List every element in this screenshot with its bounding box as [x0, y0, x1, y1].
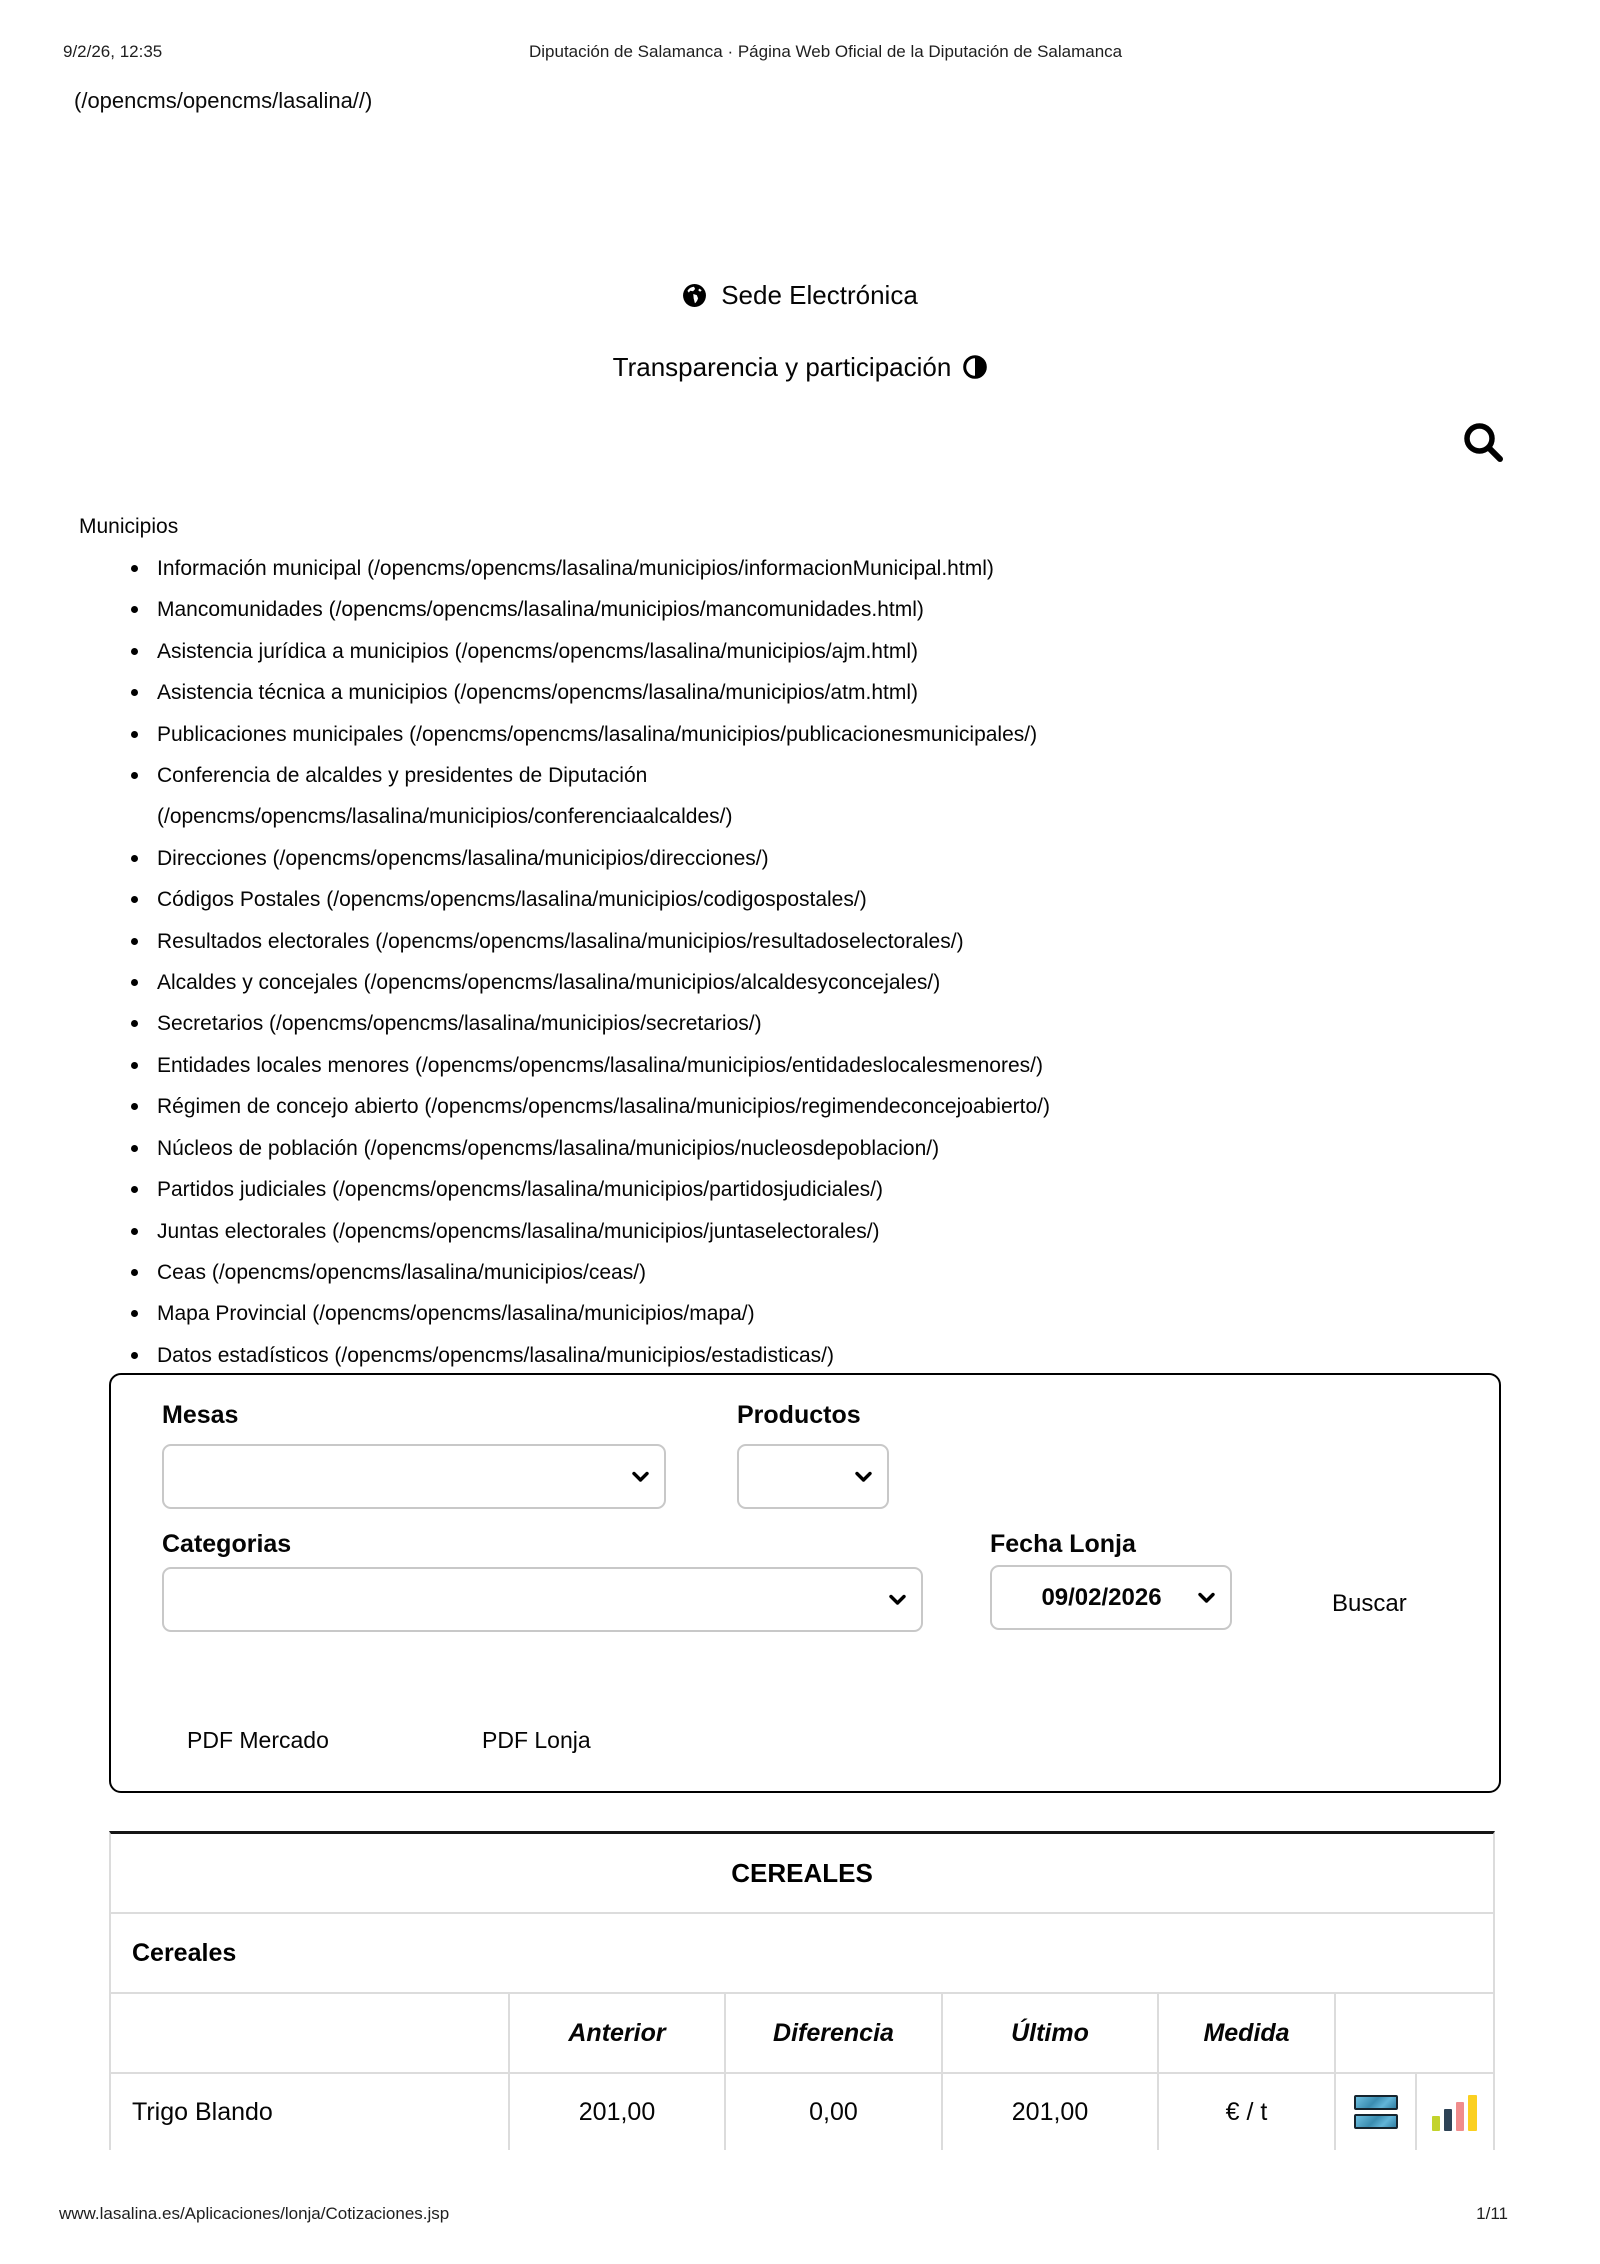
municipios-menu [129, 548, 1529, 1376]
cell-ultimo: 201,00 [941, 2074, 1157, 2150]
menu-item-ceas[interactable]: Ceas (/opencms/opencms/lasalina/municipios/ceas/) [129, 1252, 1529, 1293]
cereales-table [109, 1831, 1495, 2150]
cell-anterior: 201,00 [508, 2074, 724, 2150]
categorias-label: Categorias [162, 1530, 292, 1558]
cell-medida: € / t [1157, 2074, 1334, 2150]
cell-diferencia: 0,00 [724, 2074, 941, 2150]
fecha-lonja-value: 09/02/2026 [1041, 1583, 1162, 1611]
menu-item-direcciones[interactable]: Direcciones (/opencms/opencms/lasalina/municipios/direcciones/) [129, 838, 1529, 879]
col-header-ultimo: Último [941, 1994, 1157, 2072]
menu-item-nucleos-poblacion[interactable]: Núcleos de población (/opencms/opencms/lasalina/municipios/nucleosdepoblacion/) [129, 1128, 1529, 1169]
menu-item-line: Conferencia de alcaldes y presidentes de Diputación [157, 764, 648, 788]
print-footer-page-number: 1/11 [1476, 2204, 1508, 2223]
chevron-down-icon [1197, 1592, 1216, 1604]
menu-item-regimen-concejo[interactable]: Régimen de concejo abierto (/opencms/opencms/lasalina/municipios/regimendeconcejoabierto/) [129, 1086, 1529, 1127]
price-table-icon[interactable] [1354, 2095, 1398, 2129]
menu-item-mapa-provincial[interactable]: Mapa Provincial (/opencms/opencms/lasalina/municipios/mapa/) [129, 1293, 1529, 1334]
buscar-button[interactable]: Buscar [1332, 1590, 1407, 1617]
lonja-filter-form [109, 1373, 1501, 1793]
col-header-medida: Medida [1157, 1994, 1334, 2072]
menu-item-codigos-postales[interactable]: Códigos Postales (/opencms/opencms/lasalina/municipios/codigospostales/) [129, 879, 1529, 920]
table-header-row [111, 1994, 1493, 2074]
cell-producto: Trigo Blando [132, 2097, 273, 2126]
menu-item-partidos-judiciales[interactable]: Partidos judiciales (/opencms/opencms/lasalina/municipios/partidosjudiciales/) [129, 1169, 1529, 1210]
menu-item-alcaldes-concejales[interactable]: Alcaldes y concejales (/opencms/opencms/lasalina/municipios/alcaldesyconcejales/) [129, 962, 1529, 1003]
print-page-title: Diputación de Salamanca · Página Web Oficial de la Diputación de Salamanca [529, 42, 1123, 61]
chevron-down-icon [854, 1471, 873, 1483]
sede-electronica-link[interactable] [0, 278, 1600, 312]
menu-item-juntas-electorales[interactable]: Juntas electorales (/opencms/opencms/lasalina/municipios/juntaselectorales/) [129, 1211, 1529, 1252]
table-subgroup-row [111, 1914, 1493, 1994]
cell-table-action [1334, 2074, 1415, 2150]
menu-item-secretarios[interactable]: Secretarios (/opencms/opencms/lasalina/municipios/secretarios/) [129, 1003, 1529, 1044]
mesas-label: Mesas [162, 1401, 239, 1429]
menu-item-publicaciones-municipales[interactable]: Publicaciones municipales (/opencms/opencms/lasalina/municipios/publicacionesmunicipales/) [129, 714, 1529, 755]
menu-title: Municipios [79, 515, 179, 538]
pdf-mercado-link[interactable]: PDF Mercado [187, 1727, 329, 1753]
col-header-acciones [1334, 1994, 1493, 2072]
productos-label: Productos [737, 1401, 861, 1429]
categorias-select[interactable] [162, 1567, 923, 1632]
fecha-lonja-select[interactable] [990, 1565, 1232, 1630]
col-header-anterior: Anterior [508, 1994, 724, 2072]
pdf-lonja-link[interactable]: PDF Lonja [482, 1727, 591, 1753]
table-group-row [111, 1834, 1493, 1914]
print-datetime: 9/2/26, 12:35 [63, 42, 163, 61]
menu-item-line: (/opencms/opencms/lasalina/municipios/conferenciaalcaldes/) [157, 805, 733, 829]
print-footer-url: www.lasalina.es/Aplicaciones/lonja/Cotizaciones.jsp [59, 2204, 450, 2223]
menu-item-asistencia-juridica[interactable]: Asistencia jurídica a municipios (/opencms/opencms/lasalina/municipios/ajm.html) [129, 631, 1529, 672]
table-group-title: CEREALES [731, 1857, 873, 1888]
col-header-producto [111, 1994, 508, 2072]
globe-icon [682, 283, 707, 308]
transparencia-label: Transparencia y participación [612, 351, 952, 382]
menu-item-resultados-electorales[interactable]: Resultados electorales (/opencms/opencms/lasalina/municipios/resultadoselectorales/) [129, 921, 1529, 962]
search-icon[interactable] [1460, 419, 1506, 465]
mesas-select[interactable] [162, 1444, 666, 1509]
menu-item-datos-estadisticos[interactable]: Datos estadísticos (/opencms/opencms/lasalina/municipios/estadisticas/) [129, 1335, 1529, 1376]
col-header-diferencia: Diferencia [724, 1994, 941, 2072]
cell-chart-action [1415, 2074, 1493, 2150]
menu-item-asistencia-tecnica[interactable]: Asistencia técnica a municipios (/opencms/opencms/lasalina/municipios/atm.html) [129, 672, 1529, 713]
menu-item-mancomunidades[interactable]: Mancomunidades (/opencms/opencms/lasalina/municipios/mancomunidades.html) [129, 589, 1529, 630]
home-link[interactable]: (/opencms/opencms/lasalina//) [74, 88, 373, 113]
fecha-lonja-label: Fecha Lonja [990, 1530, 1136, 1558]
productos-select[interactable] [737, 1444, 889, 1509]
menu-item-entidades-locales[interactable]: Entidades locales menores (/opencms/opencms/lasalina/municipios/entidadeslocalesmenores/) [129, 1045, 1529, 1086]
sede-electronica-label: Sede Electrónica [721, 279, 918, 310]
half-circle-icon [963, 355, 987, 379]
bar-chart-icon[interactable] [1432, 2094, 1478, 2131]
chevron-down-icon [631, 1471, 650, 1483]
chevron-down-icon [888, 1594, 907, 1606]
table-row [111, 2074, 1493, 2150]
menu-item-conferencia-alcaldes[interactable] [129, 755, 1529, 838]
transparencia-link[interactable] [0, 350, 1600, 384]
table-subgroup-title: Cereales [132, 1938, 237, 1967]
menu-item-informacion-municipal[interactable]: Información municipal (/opencms/opencms/lasalina/municipios/informacionMunicipal.html) [129, 548, 1529, 589]
